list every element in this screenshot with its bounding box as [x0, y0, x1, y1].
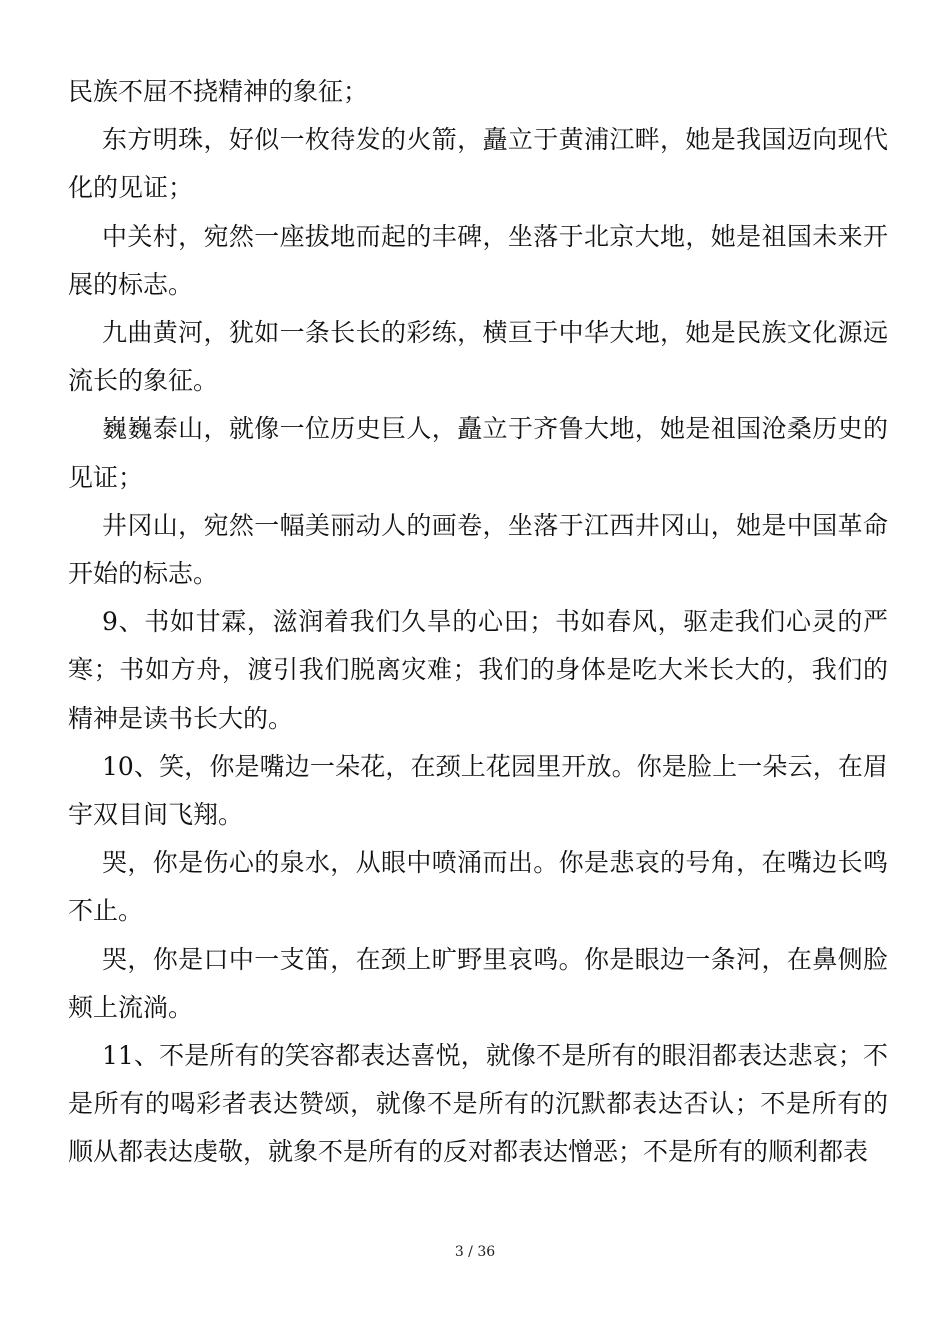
paragraph-5: 巍巍泰山，就像一位历史巨人，矗立于齐鲁大地，她是祖国沧桑历史的见证；	[68, 414, 888, 492]
paragraph-3: 中关村，宛然一座拔地而起的丰碑，坐落于北京大地，她是祖国未来开展的标志。	[68, 221, 888, 299]
paragraph-8: 10、笑，你是嘴边一朵花，在颈上花园里开放。你是脸上一朵云，在眉宇双目间飞翔。	[68, 751, 888, 830]
paragraph-6: 井冈山，宛然一幅美丽动人的画卷，坐落于江西井冈山，她是中国革命开始的标志。	[68, 510, 888, 589]
paragraph-9: 哭，你是伤心的泉水，从眼中喷涌而出。你是悲哀的号角，在嘴边长鸣不止。	[68, 848, 888, 926]
page-number: 3 / 36	[454, 1244, 496, 1260]
document-body	[68, 68, 888, 1177]
paragraph-11: 11、不是所有的笑容都表达喜悦，就像不是所有的眼泪都表达悲哀；不是所有的喝彩者表达赞颂，就像不是所有的沉默都表达否认；不是所有的顺从都表达虔敬，就象不是所有的反对都表达憎恶；不是所有的顺利都表	[68, 1041, 888, 1167]
paragraph-2: 东方明珠，好似一枚待发的火箭，矗立于黄浦江畔，她是我国迈向现代化的见证；	[68, 125, 888, 203]
paragraph-7: 9、书如甘霖，滋润着我们久旱的心田；书如春风，驱走我们心灵的严寒；书如方舟，渡引我们脱离灾难；我们的身体是吃大米长大的，我们的精神是读书长大的。	[68, 607, 888, 733]
paragraph-1: 民族不屈不挠精神的象征；	[68, 77, 369, 106]
paragraph-4: 九曲黄河，犹如一条长长的彩练，横亘于中华大地，她是民族文化源远流长的象征。	[68, 318, 888, 396]
paragraph-10: 哭，你是口中一支笛，在颈上旷野里哀鸣。你是眼边一条河，在鼻侧脸颊上流淌。	[68, 944, 888, 1022]
